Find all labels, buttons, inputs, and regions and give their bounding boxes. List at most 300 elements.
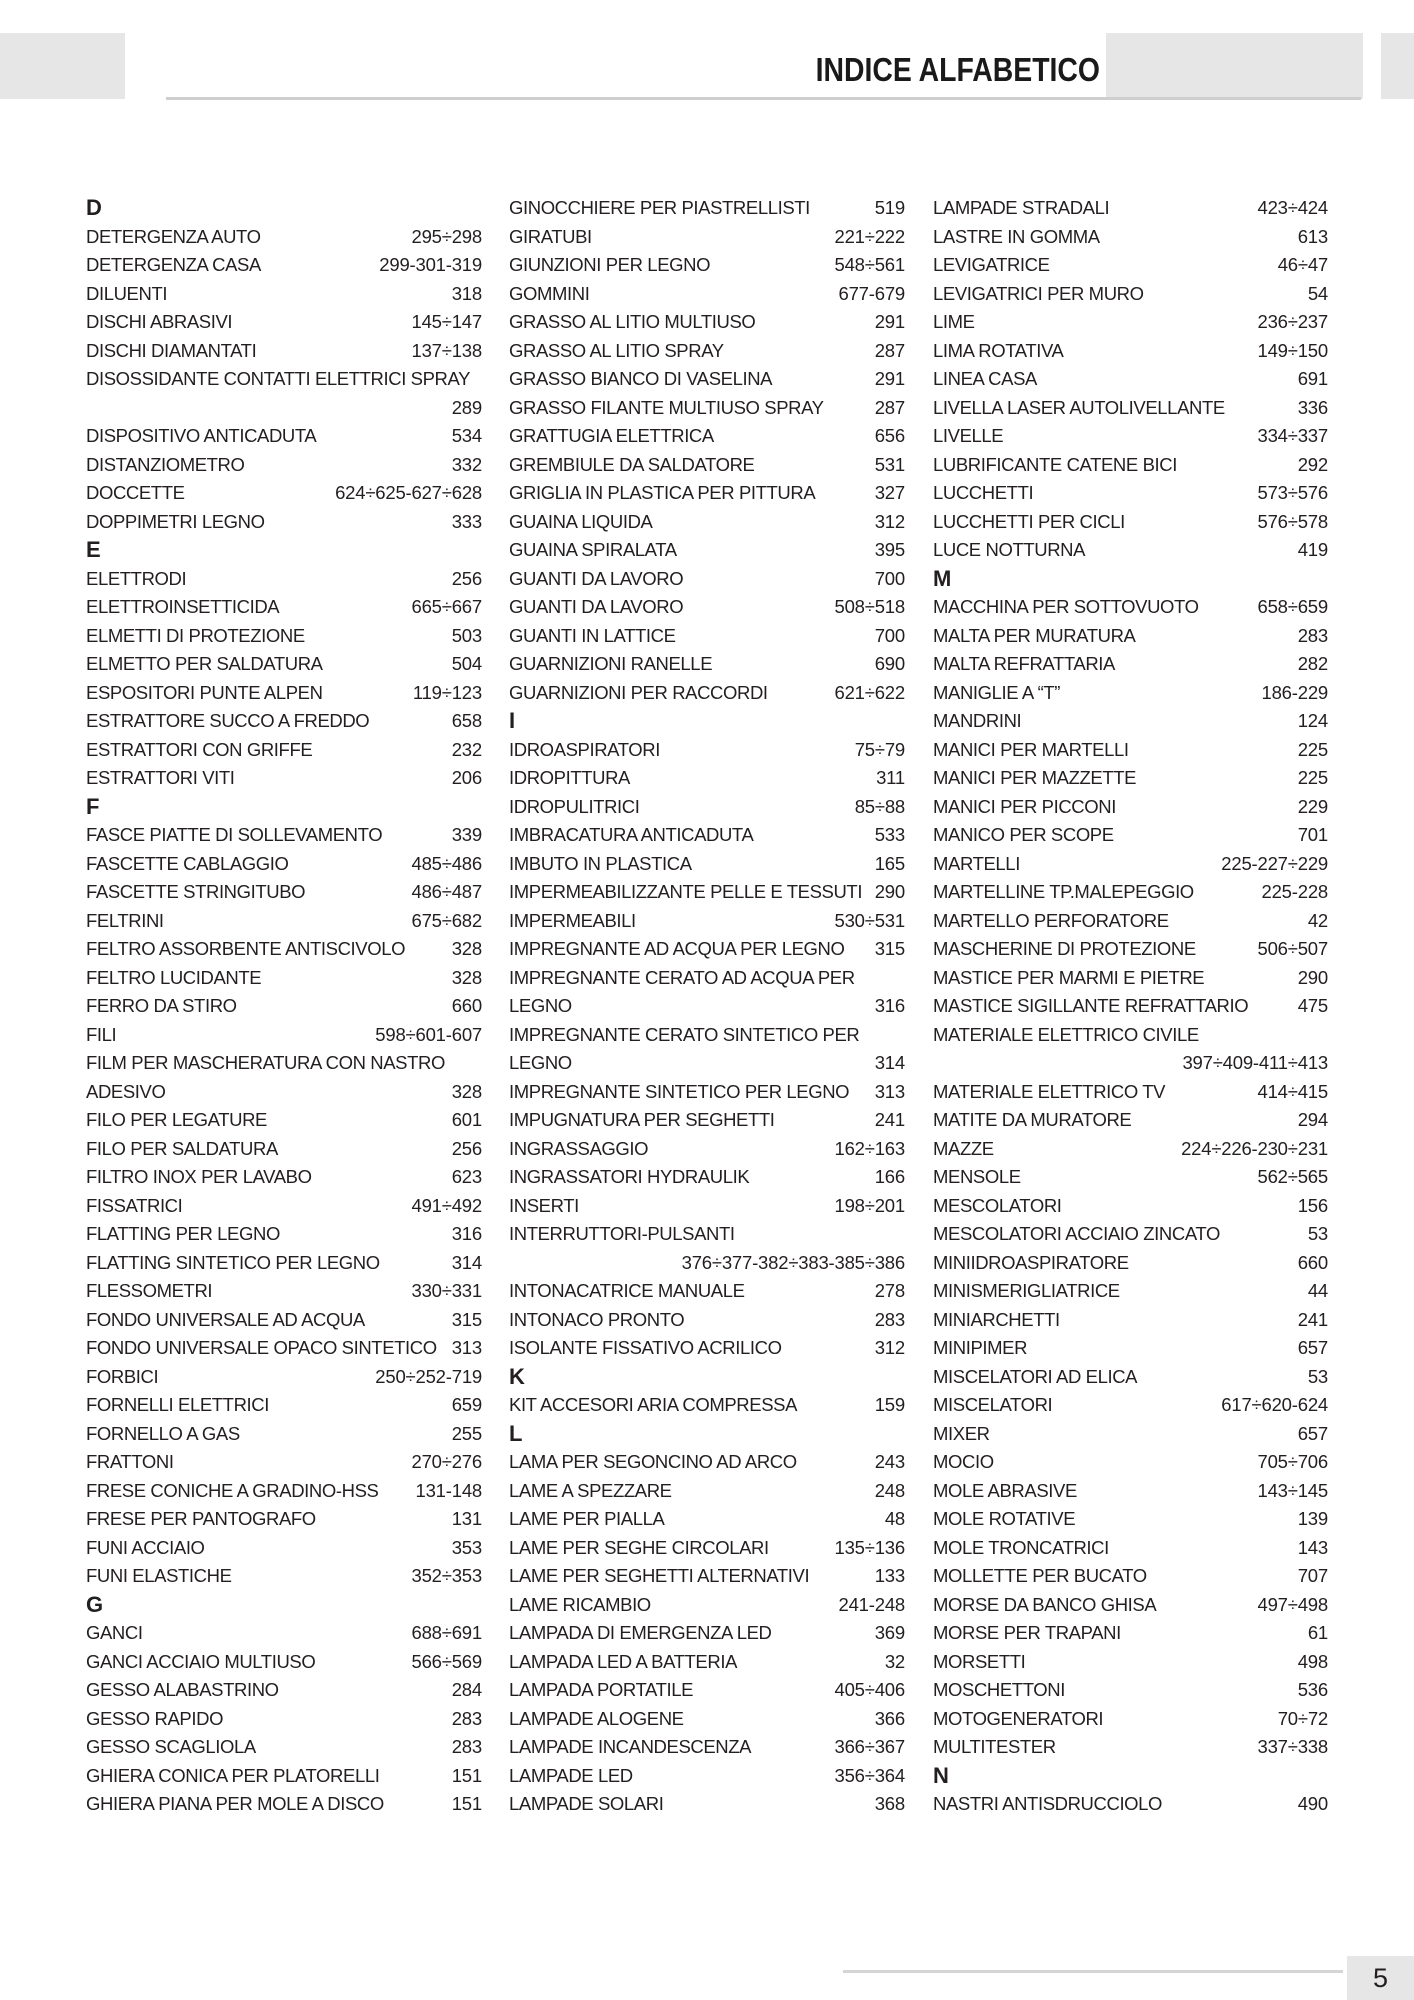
entry-label: FILO PER LEGATURE	[86, 1109, 267, 1130]
index-entry	[509, 593, 905, 622]
entry-pages: 312	[874, 510, 905, 532]
entry-label: MOSCHETTONI	[933, 1679, 1065, 1700]
index-entry	[509, 451, 905, 480]
entry-label: MESCOLATORI ACCIAIO ZINCATO	[933, 1223, 1220, 1244]
index-entry	[86, 1676, 482, 1705]
entry-pages: 613	[1297, 225, 1328, 247]
entry-label: GRASSO AL LITIO SPRAY	[509, 339, 724, 361]
entry-pages: 376÷377-382÷383-385÷386	[681, 1251, 905, 1273]
index-entry	[509, 736, 905, 765]
entry-pages: 353	[451, 1536, 482, 1558]
entry-label: KIT ACCESORI ARIA COMPRESSA	[509, 1394, 798, 1415]
index-entry	[509, 1534, 905, 1563]
entry-pages: 290	[874, 881, 905, 902]
entry-label: DISTANZIOMETRO	[86, 453, 245, 475]
index-entry	[509, 1021, 905, 1050]
entry-label: MANIGLIE A “T”	[933, 681, 1061, 703]
entry-label: GRASSO FILANTE MULTIUSO SPRAY	[509, 396, 824, 418]
index-entry	[509, 793, 905, 822]
index-entry	[86, 1534, 482, 1563]
entry-pages: 397÷409-411÷413	[1182, 1052, 1328, 1073]
section-letter: F	[86, 793, 100, 819]
entry-pages: 485÷486	[411, 852, 482, 874]
index-entry	[86, 1420, 482, 1449]
entry-pages: 75÷79	[854, 738, 905, 760]
section-letter: G	[86, 1591, 104, 1617]
entry-pages: 339	[451, 824, 482, 845]
entry-pages: 54	[1307, 282, 1328, 304]
index-entry	[86, 565, 482, 594]
entry-pages: 283	[1297, 624, 1328, 646]
entry-label: MACCHINA PER SOTTOVUOTO	[933, 596, 1199, 617]
entry-pages: 658	[451, 710, 482, 731]
entry-pages: 533	[874, 824, 905, 845]
entry-label: MOCIO	[933, 1451, 994, 1472]
index-column-2	[509, 194, 905, 1819]
entry-label: MALTA PER MURATURA	[933, 624, 1136, 646]
entry-label: LINEA CASA	[933, 368, 1037, 389]
index-entry	[933, 479, 1328, 508]
index-entry	[86, 707, 482, 736]
index-entry	[86, 1135, 482, 1164]
index-entry	[509, 394, 905, 423]
index-entry	[933, 337, 1328, 366]
index-entry	[933, 223, 1328, 252]
index-entry	[509, 764, 905, 793]
entry-label: GINOCCHIERE PER PIASTRELLISTI	[509, 197, 810, 218]
entry-pages: 85÷88	[854, 795, 905, 817]
entry-pages: 330÷331	[411, 1280, 482, 1301]
entry-pages: 143	[1297, 1536, 1328, 1558]
index-entry	[86, 1277, 482, 1306]
header-rule	[166, 97, 1361, 100]
entry-label: LUBRIFICANTE CATENE BICI	[933, 453, 1177, 475]
entry-pages: 621÷622	[834, 681, 905, 703]
index-entry	[933, 1477, 1328, 1506]
entry-pages: 660	[451, 995, 482, 1016]
section-letter: M	[933, 565, 952, 591]
index-entry	[509, 1106, 905, 1135]
entry-label: MORSE DA BANCO GHISA	[933, 1593, 1157, 1615]
entry-pages: 236÷237	[1257, 311, 1328, 332]
entry-pages: 255	[451, 1422, 482, 1444]
entry-pages: 368	[874, 1793, 905, 1814]
entry-pages: 165	[874, 852, 905, 874]
entry-pages: 283	[451, 1736, 482, 1757]
entry-label: LAMPADA DI EMERGENZA LED	[509, 1622, 772, 1643]
index-entry	[509, 337, 905, 366]
index-entry	[933, 1163, 1328, 1192]
entry-pages: 291	[874, 368, 905, 389]
index-entry	[933, 1363, 1328, 1392]
index-entry	[509, 622, 905, 651]
entry-label: GHIERA CONICA PER PLATORELLI	[86, 1764, 380, 1786]
entry-pages: 70÷72	[1277, 1707, 1328, 1729]
index-entry	[509, 907, 905, 936]
index-entry	[509, 1619, 905, 1648]
index-entry	[933, 1619, 1328, 1648]
entry-pages: 124	[1297, 710, 1328, 731]
entry-label: INGRASSAGGIO	[509, 1137, 649, 1159]
entry-label: INGRASSATORI HYDRAULIK	[509, 1166, 750, 1187]
index-entry	[86, 1192, 482, 1221]
entry-label: MISCELATORI	[933, 1394, 1053, 1415]
index-entry	[509, 964, 905, 993]
entry-pages: 151	[451, 1793, 482, 1814]
index-entry	[933, 850, 1328, 879]
index-entry	[86, 1648, 482, 1677]
entry-pages: 315	[451, 1308, 482, 1330]
entry-pages: 250÷252-719	[375, 1365, 482, 1387]
entry-label: IMPREGNANTE CERATO SINTETICO PER	[509, 1023, 860, 1045]
entry-label: MALTA REFRATTARIA	[933, 653, 1115, 674]
entry-pages: 356÷364	[834, 1764, 905, 1786]
index-entry	[933, 650, 1328, 679]
page-title: INDICE ALFABETICO	[815, 51, 1100, 88]
index-entry	[86, 1021, 482, 1050]
entry-pages: 224÷226-230÷231	[1181, 1137, 1328, 1159]
index-entry	[933, 1334, 1328, 1363]
entry-pages: 139	[1297, 1508, 1328, 1529]
entry-label: GUANTI IN LATTICE	[509, 624, 676, 646]
entry-pages: 336	[1297, 396, 1328, 418]
entry-pages: 366÷367	[834, 1736, 905, 1757]
index-entry	[86, 1078, 482, 1107]
entry-label: MANICI PER MAZZETTE	[933, 767, 1137, 788]
entry-label: IMPERMEABILI	[509, 909, 636, 931]
entry-pages: 289	[451, 396, 482, 418]
entry-label: FONDO UNIVERSALE AD ACQUA	[86, 1308, 365, 1330]
index-entry	[509, 850, 905, 879]
index-entry	[86, 280, 482, 309]
entry-label: MANDRINI	[933, 710, 1022, 731]
entry-pages: 506÷507	[1257, 938, 1328, 959]
entry-label: MOLE ROTATIVE	[933, 1508, 1076, 1529]
index-entry	[509, 1676, 905, 1705]
entry-label: GUARNIZIONI RANELLE	[509, 653, 713, 674]
entry-label: MIXER	[933, 1422, 990, 1444]
index-entry	[86, 1306, 482, 1335]
entry-label: DOPPIMETRI LEGNO	[86, 510, 265, 532]
entry-label: ESTRATTORI VITI	[86, 767, 235, 788]
entry-label: MOLE ABRASIVE	[933, 1479, 1077, 1501]
entry-label: MASTICE PER MARMI E PIETRE	[933, 966, 1205, 988]
entry-pages: 328	[451, 938, 482, 959]
index-entry	[509, 1391, 905, 1420]
entry-label: NASTRI ANTISDRUCCIOLO	[933, 1793, 1163, 1814]
index-entry	[509, 565, 905, 594]
entry-pages: 534	[451, 425, 482, 446]
entry-label: ADESIVO	[86, 1080, 166, 1102]
entry-pages: 241	[1297, 1308, 1328, 1330]
entry-pages: 700	[874, 567, 905, 589]
index-entry	[509, 1448, 905, 1477]
entry-pages: 665÷667	[411, 596, 482, 617]
entry-label: FILTRO INOX PER LAVABO	[86, 1166, 312, 1187]
entry-label: ESTRATTORI CON GRIFFE	[86, 738, 313, 760]
entry-label: MANICO PER SCOPE	[933, 824, 1114, 845]
entry-pages: 395	[874, 539, 905, 560]
entry-label: MINIARCHETTI	[933, 1308, 1060, 1330]
entry-pages: 135÷136	[834, 1536, 905, 1558]
index-entry	[933, 1220, 1328, 1249]
page-number: 5	[1347, 1956, 1414, 2000]
index-entry	[933, 1021, 1328, 1078]
index-entry	[933, 1733, 1328, 1762]
entry-pages: 504	[451, 653, 482, 674]
index-entry	[509, 1705, 905, 1734]
entry-pages: 707	[1297, 1565, 1328, 1586]
entry-label: MINIPIMER	[933, 1337, 1028, 1358]
entry-label: FERRO DA STIRO	[86, 995, 237, 1016]
index-entry	[933, 394, 1328, 423]
index-entry	[509, 1505, 905, 1534]
index-entry	[933, 907, 1328, 936]
entry-label: FILO PER SALDATURA	[86, 1137, 278, 1159]
entry-label: MOTOGENERATORI	[933, 1707, 1104, 1729]
entry-label: INTONACATRICE MANUALE	[509, 1280, 745, 1301]
entry-label: MATERIALE ELETTRICO CIVILE	[933, 1023, 1199, 1045]
index-entry	[509, 935, 905, 964]
index-entry	[509, 1135, 905, 1164]
entry-pages: 503	[451, 624, 482, 646]
index-entry	[86, 1790, 482, 1819]
entry-pages: 292	[1297, 453, 1328, 475]
index-entry	[509, 1733, 905, 1762]
entry-label: MAZZE	[933, 1137, 994, 1159]
entry-label: FORNELLO A GAS	[86, 1422, 240, 1444]
entry-label: LAMPADE INCANDESCENZA	[509, 1736, 752, 1757]
entry-pages: 61	[1307, 1622, 1328, 1643]
index-entry	[509, 280, 905, 309]
entry-label: GRASSO BIANCO DI VASELINA	[509, 368, 773, 389]
index-entry	[933, 1790, 1328, 1819]
entry-pages: 675÷682	[411, 909, 482, 931]
entry-pages: 282	[1297, 653, 1328, 674]
entry-label: ESTRATTORE SUCCO A FREDDO	[86, 710, 370, 731]
entry-label: IDROASPIRATORI	[509, 738, 660, 760]
index-entry	[86, 1334, 482, 1363]
entry-pages: 313	[874, 1080, 905, 1102]
entry-label: IMPREGNANTE CERATO AD ACQUA PER	[509, 966, 855, 988]
index-entry	[509, 1334, 905, 1363]
entry-pages: 284	[451, 1679, 482, 1700]
index-entry	[933, 935, 1328, 964]
index-entry	[86, 1049, 482, 1078]
index-entry	[86, 1163, 482, 1192]
entry-label: FORBICI	[86, 1365, 159, 1387]
index-entry	[933, 1591, 1328, 1620]
index-entry	[933, 536, 1328, 565]
index-entry	[86, 907, 482, 936]
index-entry	[933, 764, 1328, 793]
index-entry	[933, 1562, 1328, 1591]
entry-label: MOLLETTE PER BUCATO	[933, 1565, 1147, 1586]
entry-label: LAME A SPEZZARE	[509, 1479, 672, 1501]
entry-pages: 48	[884, 1508, 905, 1529]
entry-label: LAMPADE LED	[509, 1764, 633, 1786]
entry-pages: 149÷150	[1257, 339, 1328, 361]
index-entry	[86, 1733, 482, 1762]
entry-pages: 414÷415	[1257, 1080, 1328, 1102]
index-entry	[933, 1534, 1328, 1563]
entry-pages: 490	[1297, 1793, 1328, 1814]
entry-label: DISCHI ABRASIVI	[86, 311, 233, 332]
entry-pages: 656	[874, 425, 905, 446]
entry-label: ISOLANTE FISSATIVO ACRILICO	[509, 1337, 782, 1358]
entry-pages: 659	[451, 1394, 482, 1415]
entry-pages: 658÷659	[1257, 596, 1328, 617]
entry-pages: 423÷424	[1257, 197, 1328, 218]
index-entry	[509, 223, 905, 252]
entry-label: MISCELATORI AD ELICA	[933, 1365, 1138, 1387]
index-entry	[509, 1277, 905, 1306]
index-entry	[509, 992, 905, 1021]
entry-pages: 405÷406	[834, 1679, 905, 1700]
entry-label: ELETTRODI	[86, 567, 187, 589]
entry-label: IMPREGNANTE AD ACQUA PER LEGNO	[509, 938, 845, 959]
entry-pages: 328	[451, 966, 482, 988]
header-tab-left	[0, 33, 125, 99]
index-entry	[933, 365, 1328, 394]
entry-pages: 156	[1297, 1194, 1328, 1216]
entry-label: MORSETTI	[933, 1650, 1026, 1672]
index-entry	[86, 850, 482, 879]
entry-label: FELTRO LUCIDANTE	[86, 966, 262, 988]
entry-pages: 677-679	[838, 282, 905, 304]
index-entry	[509, 1591, 905, 1620]
entry-label: LIME	[933, 311, 975, 332]
entry-label: LAME RICAMBIO	[509, 1593, 651, 1615]
index-entry	[933, 622, 1328, 651]
index-entry	[86, 1505, 482, 1534]
index-entry	[933, 1277, 1328, 1306]
entry-label: INSERTI	[509, 1194, 579, 1216]
index-entry	[509, 251, 905, 280]
entry-label: GHIERA PIANA PER MOLE A DISCO	[86, 1793, 384, 1814]
index-entry	[86, 821, 482, 850]
entry-label: LIVELLE	[933, 425, 1004, 446]
entry-label: GUANTI DA LAVORO	[509, 567, 684, 589]
entry-pages: 701	[1297, 824, 1328, 845]
index-entry	[86, 679, 482, 708]
entry-pages: 143÷145	[1257, 1479, 1328, 1501]
entry-pages: 314	[874, 1052, 905, 1073]
index-entry	[933, 1078, 1328, 1107]
entry-label: GRATTUGIA ELETTRICA	[509, 425, 714, 446]
entry-pages: 225	[1297, 767, 1328, 788]
entry-pages: 270÷276	[411, 1451, 482, 1472]
entry-pages: 598÷601-607	[375, 1023, 482, 1045]
entry-label: MARTELLI	[933, 852, 1020, 874]
entry-pages: 225	[1297, 738, 1328, 760]
index-entry	[86, 365, 482, 422]
index-entry	[86, 764, 482, 793]
entry-label: MASCHERINE DI PROTEZIONE	[933, 938, 1196, 959]
entry-label: GIRATUBI	[509, 225, 592, 247]
entry-pages: 316	[451, 1223, 482, 1244]
index-entry	[509, 1477, 905, 1506]
index-entry	[933, 593, 1328, 622]
entry-pages: 287	[874, 396, 905, 418]
entry-pages: 562÷565	[1257, 1166, 1328, 1187]
entry-label: LAMPADE STRADALI	[933, 197, 1110, 218]
entry-pages: 519	[874, 197, 905, 218]
entry-pages: 166	[874, 1166, 905, 1187]
entry-label: LEGNO	[509, 995, 572, 1016]
entry-label: LAMPADA LED A BATTERIA	[509, 1650, 738, 1672]
entry-label: FORNELLI ELETTRICI	[86, 1394, 269, 1415]
entry-label: INTERRUTTORI-PULSANTI	[509, 1223, 735, 1244]
entry-pages: 151	[451, 1764, 482, 1786]
entry-label: FONDO UNIVERSALE OPACO SINTETICO	[86, 1337, 437, 1358]
entry-pages: 705÷706	[1257, 1451, 1328, 1472]
index-entry	[86, 223, 482, 252]
index-entry	[509, 1306, 905, 1335]
entry-label: LAMPADA PORTATILE	[509, 1679, 694, 1700]
index-entry	[86, 1762, 482, 1791]
entry-pages: 601	[451, 1109, 482, 1130]
index-entry	[933, 508, 1328, 537]
entry-label: DETERGENZA AUTO	[86, 225, 261, 247]
entry-pages: 316	[874, 995, 905, 1016]
index-entry	[509, 878, 905, 907]
entry-pages: 327	[874, 482, 905, 503]
entry-label: MASTICE SIGILLANTE REFRATTARIO	[933, 995, 1249, 1016]
entry-pages: 691	[1297, 368, 1328, 389]
entry-pages: 206	[451, 767, 482, 788]
entry-pages: 287	[874, 339, 905, 361]
entry-label: MENSOLE	[933, 1166, 1021, 1187]
index-entry	[86, 935, 482, 964]
index-entry	[86, 593, 482, 622]
entry-pages: 243	[874, 1451, 905, 1472]
index-entry	[509, 1078, 905, 1107]
entry-label: LASTRE IN GOMMA	[933, 225, 1100, 247]
entry-label: GANCI ACCIAIO MULTIUSO	[86, 1650, 316, 1672]
entry-label: FASCETTE CABLAGGIO	[86, 852, 289, 874]
index-entry	[86, 622, 482, 651]
index-entry	[509, 479, 905, 508]
index-entry	[933, 1676, 1328, 1705]
index-entry	[86, 337, 482, 366]
entry-pages: 312	[874, 1337, 905, 1358]
entry-label: FRESE PER PANTOGRAFO	[86, 1508, 316, 1529]
entry-pages: 256	[451, 1137, 482, 1159]
entry-label: GESSO SCAGLIOLA	[86, 1736, 256, 1757]
entry-label: FUNI ACCIAIO	[86, 1536, 205, 1558]
entry-label: GESSO ALABASTRINO	[86, 1679, 279, 1700]
index-entry	[86, 1249, 482, 1278]
entry-label: GUAINA SPIRALATA	[509, 539, 677, 560]
entry-label: FLESSOMETRI	[86, 1280, 213, 1301]
entry-label: GRIGLIA IN PLASTICA PER PITTURA	[509, 482, 816, 503]
entry-pages: 42	[1307, 909, 1328, 931]
entry-label: MESCOLATORI	[933, 1194, 1062, 1216]
index-entry	[933, 821, 1328, 850]
entry-pages: 225-227÷229	[1221, 852, 1328, 874]
entry-label: ESPOSITORI PUNTE ALPEN	[86, 681, 323, 703]
entry-pages: 53	[1307, 1223, 1328, 1244]
entry-label: DISPOSITIVO ANTICADUTA	[86, 425, 317, 446]
entry-pages: 241	[874, 1109, 905, 1130]
entry-label: LAME PER SEGHE CIRCOLARI	[509, 1536, 769, 1558]
index-entry	[933, 964, 1328, 993]
entry-pages: 332	[451, 453, 482, 475]
entry-label: DISOSSIDANTE CONTATTI ELETTRICI SPRAY	[86, 368, 471, 389]
index-entry	[86, 1448, 482, 1477]
index-entry	[86, 251, 482, 280]
